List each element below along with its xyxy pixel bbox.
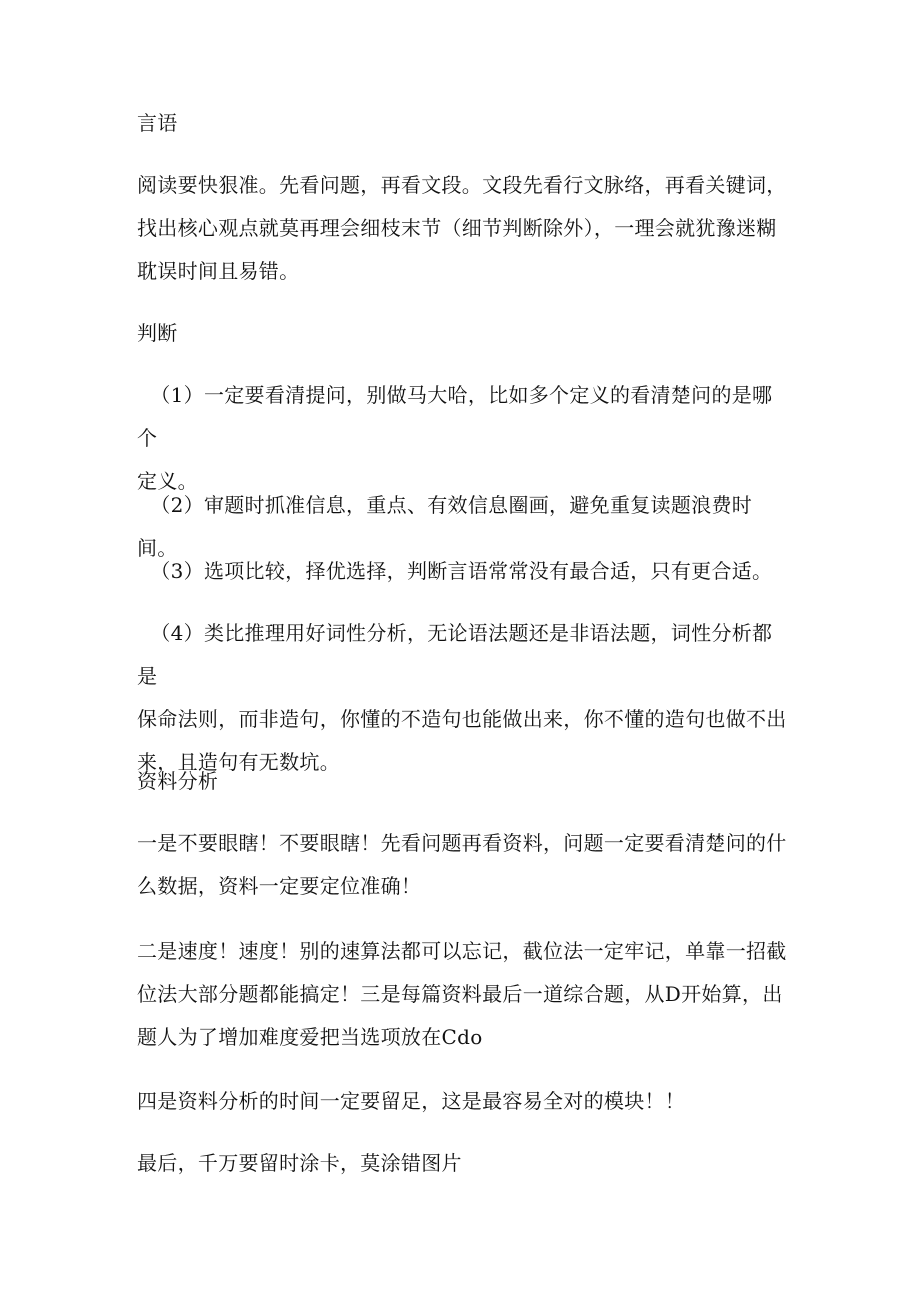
section-heading-panduan: 判断 xyxy=(137,321,178,345)
panduan-item-4: （4）类比推理用好词性分析，无论语法题还是非语法题，词性分析都是 保命法则，而非造句，你懂的不造句也能做出来，你不懂的造句也做不出 来，且造句有无数坑。 xyxy=(137,621,787,774)
panduan-item-3: （3）选项比较，择优选择，判断言语常常没有最合适，只有更合适。 xyxy=(137,559,773,583)
panduan-item-1: （1）一定要看清提问，别做马大哈，比如多个定义的看清楚问的是哪个 定义。 xyxy=(137,383,773,493)
ziliao-paragraph-2: 二是速度！速度！别的速算法都可以忘记，截位法一定牢记，单靠一招截 位法大部分题都能搞定！三是每篇资料最后一道综合题，从D开始算，出 题人为了增加难度爱把当选项放在Cdo xyxy=(137,939,787,1049)
panduan-item-2: （2）审题时抓准信息，重点、有效信息圈画，避免重复读题浪费时间。 xyxy=(137,493,753,560)
closing-paragraph: 最后，千万要留时涂卡，莫涂错图片 xyxy=(137,1151,462,1175)
ziliao-paragraph-3: 四是资料分析的时间一定要留足，这是最容易全对的模块！！ xyxy=(137,1089,686,1113)
paragraph-yanyu: 阅读要快狠准。先看问题，再看文段。文段先看行文脉络，再看关键词， 找出核心观点就莫再理会细枝末节（细节判断除外），一理会就犹豫迷糊 耽误时间且易错。 xyxy=(137,173,787,283)
section-heading-ziliao: 资料分析 xyxy=(137,769,219,793)
section-heading-yanyu: 言语 xyxy=(137,111,178,135)
ziliao-paragraph-1: 一是不要眼瞎！不要眼瞎！先看问题再看资料，问题一定要看清楚问的什 么数据，资料一定要定位准确！ xyxy=(137,831,787,898)
